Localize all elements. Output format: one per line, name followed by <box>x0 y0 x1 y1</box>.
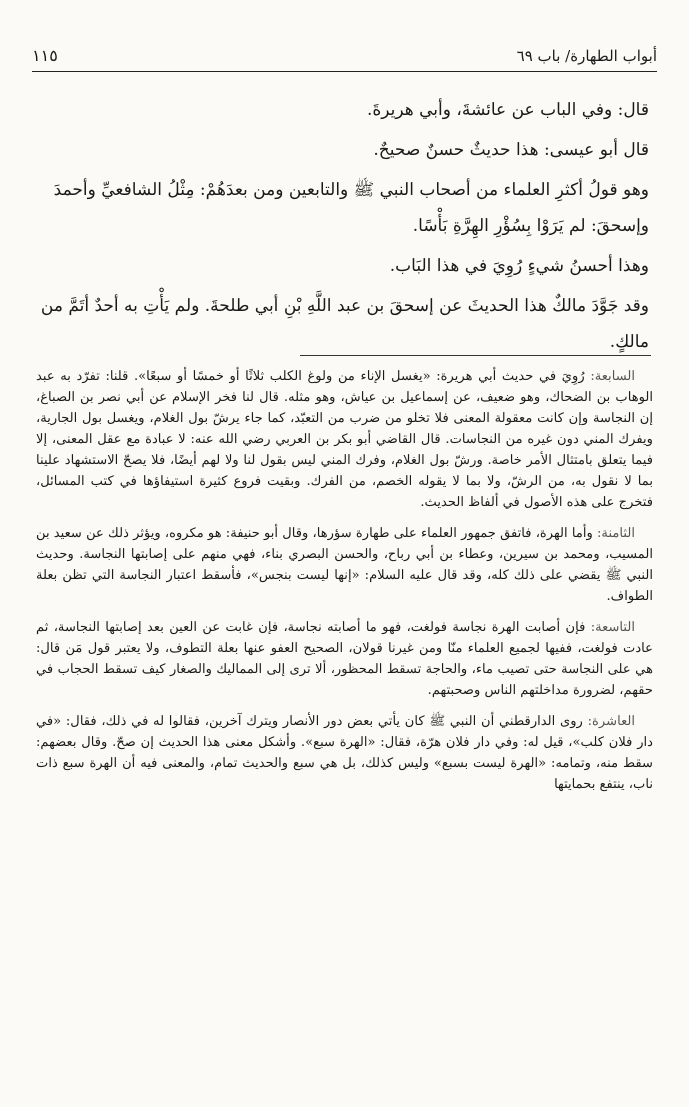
commentary-notes <box>36 366 653 805</box>
main-paragraph-3: وهو قولُ أكثرِ العلماء من أصحاب النبي ﷺ والتابعين ومن بعدَهُمْ: مِثْلُ الشافعيِّ وأحمدَ وإسحقَ: لم يَرَوْا بِسُؤْرِ الهِرَّةِ بَأْسًا. <box>53 180 649 236</box>
note-text: فإن أصابت الهرة نجاسة فولغت، فهو ما أصابته نجاسة، فإن غابت عن العين بعد إصابتها النجاسة، ثم عادت فولغت، ففيها لجميع العلماء منّا ومن غيرنا قولان، الصحيح العفو عنها بعلة التطوف، ولا يعتبر قول مَن قال: هي على النجاسة حتى تصيب ماء، والحاجة تسقط المحظور، ألا ترى إلى المماليك والصغار كيف تسقط الحجاب في حقهم، لضرورة مداخلتهم الناس وصحبتهم. <box>36 620 653 698</box>
note-label: العاشرة: <box>587 714 636 729</box>
note-text: وأما الهرة، فاتفق جمهور العلماء على طهارة سؤرها، وقال أبو حنيفة: هو مكروه، ويؤثر ذلك عن سعيد بن المسيب، ومحمد بن سيرين، وعطاء بن أبي رباح، والحسن البصري بناء، فهي منهم على إصابتها النجاسة. وحديث النبي ﷺ يقضي على ذلك كله، وقد قال عليه السلام: «إنها ليست بنجس»، فأسقط اعتبار النجاسة التي تظن بعلة الطواف. <box>36 526 653 604</box>
note-label: التاسعة: <box>590 620 635 635</box>
note-text: رُوِيَ في حديث أبي هريرة: «يغسل الإناء من ولوغ الكلب ثلاثًا أو خمسًا أو سبعًا». قلنا: تفرّد به عبد الوهاب بن الضحاك، وهو ضعيف، عن إسماعيل بن عياش، وهو مثله. قال لنا فخر الإسلام عن أبي نصر بن الصباغ، إن النجاسة وإن كانت معقولة المعنى فلا تخلو من ضرب من التعبّد، كما جاء يرشّ بول الغلام، ويغسل بول الجارية، ويفرك المني دون غيره من النجاسات. قال القاضي أبو بكر بن العربي رضي الله عنه: لا عبادة مع عقل المعنى، إلا فيما يتعلق بامتثال الأمر خاصة. ورشّ بول الغلام، وفرك المني ليس بقول لنا ولا لهم أيضًا، فلا يصحّ الاستشهاد علينا بما لا نقول به، من الرشّ، ولا بما لا يقوله الخصم، من الفرك. وبقيت فروع كثيرة استيفاؤها في كتب المسائل، فتخرج على هذه الأصول في ألفاظ الحديث. <box>36 369 653 510</box>
running-header <box>32 42 657 72</box>
main-paragraph-5: وقد جَوَّدَ مالكٌ هذا الحديثَ عن إسحقَ بن عبد اللَّهِ بْنِ أبي طلحةَ. ولم يَأْتِ به أحدٌ أتَمَّ من مالكٍ. <box>40 296 649 352</box>
page-number: ١١٥ <box>32 46 58 65</box>
note-label: الثامنة: <box>597 526 635 541</box>
note-text: روى الدارقطني أن النبي ﷺ كان يأتي بعض دور الأنصار ويترك آخرين، فقالوا له في ذلك، فقال: «في دار فلان كلب»، قيل له: وفي دار فلان هرّة، فقال: «الهرة سبع». وأشكل معنى هذا الحديث إن صحّ. وقال بعضهم: سقط منه، وتمامه: «الهرة ليست بسبع» وليس كذلك، بل هي سبع والحديث تمام، والمعنى فيه أن الهرة سبع ذات ناب، ينتفع بحمايتها <box>36 714 653 792</box>
note-paragraph <box>36 711 653 795</box>
main-paragraph-4: وهذا أحسنُ شيءٍ رُوِيَ في هذا البَاب. <box>389 256 649 276</box>
note-label: السابعة: <box>590 369 636 384</box>
main-paragraph-1: قال: وفي الباب عن عائشةَ، وأبي هريرةَ. <box>366 100 649 120</box>
running-title: أبواب الطهارة/ باب ٦٩ <box>516 47 657 65</box>
note-paragraph <box>36 617 653 701</box>
footnote-divider <box>300 355 651 356</box>
main-text <box>40 92 649 364</box>
note-paragraph <box>36 366 653 513</box>
note-paragraph <box>36 523 653 607</box>
main-paragraph-2: قال أبو عيسى: هذا حديثٌ حسنٌ صحيحٌ. <box>373 140 649 160</box>
